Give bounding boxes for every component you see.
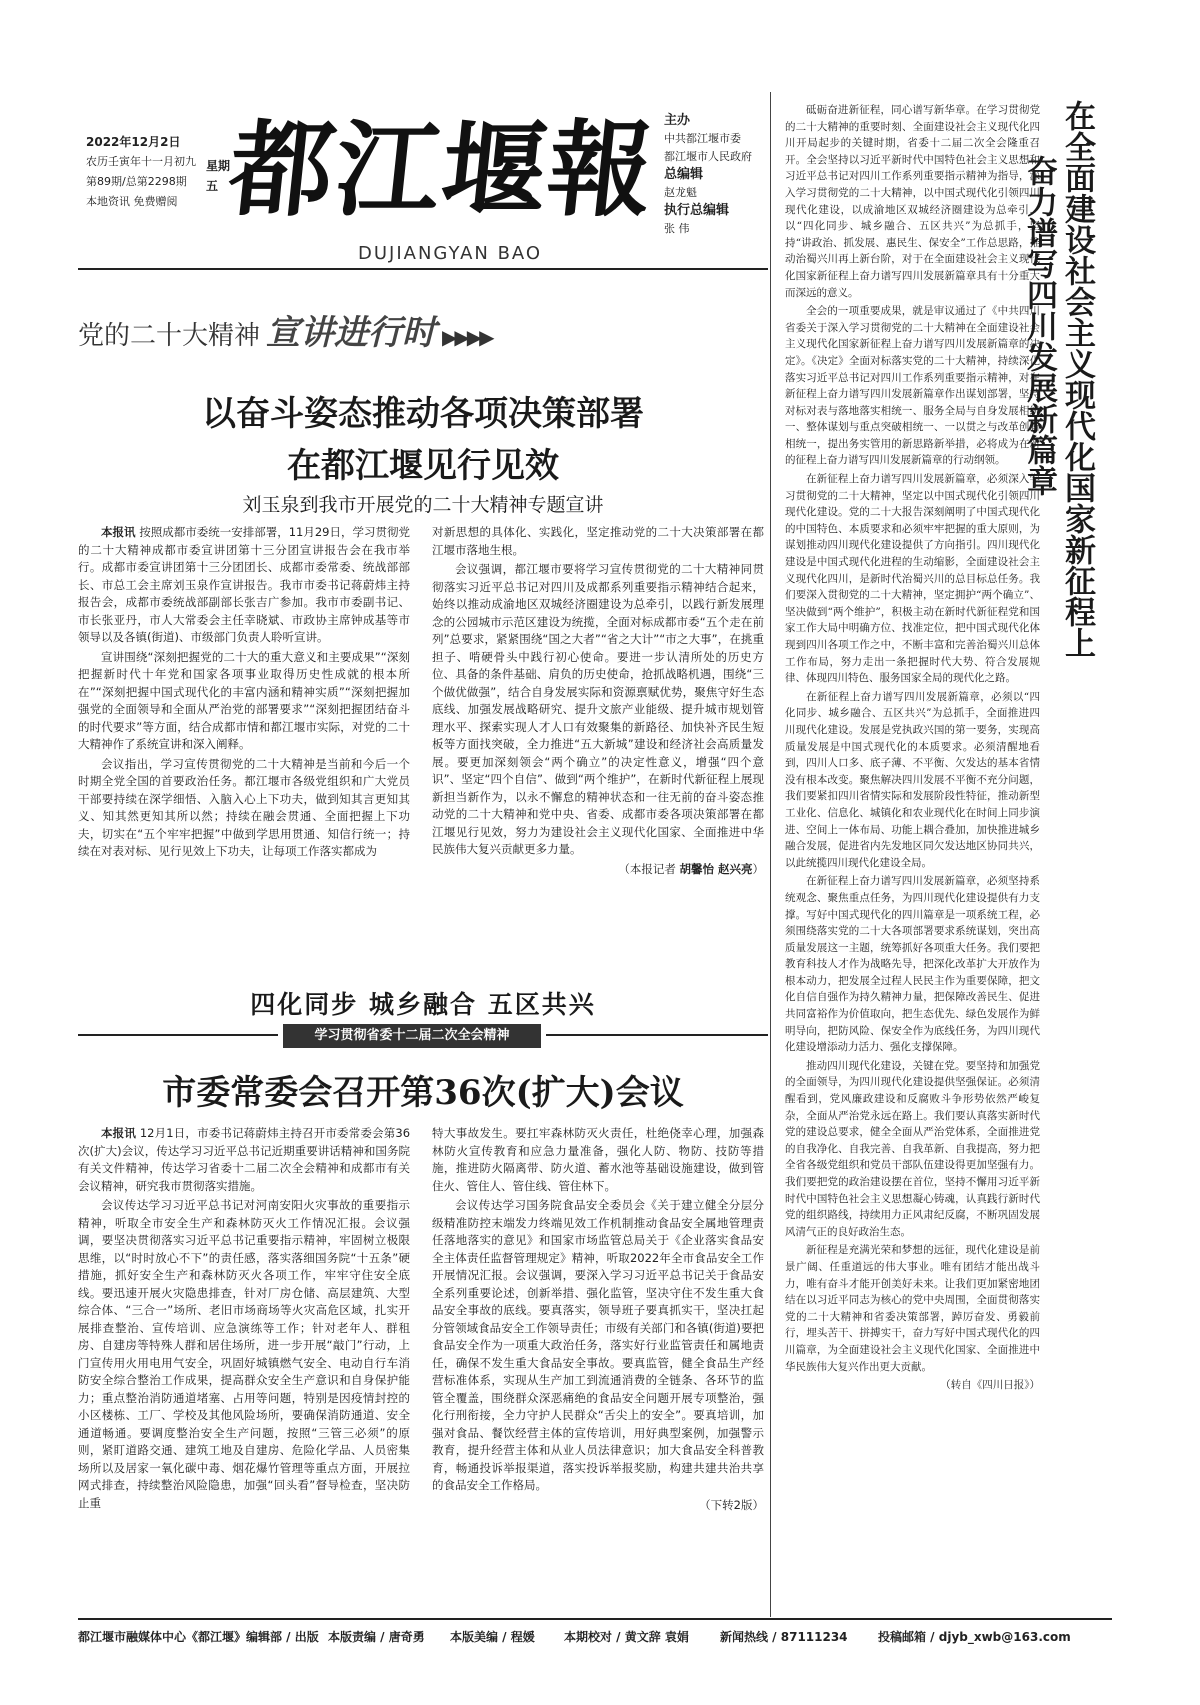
footer-divider [78,1618,1112,1620]
article2-headline: 市委常委会召开第36次(扩大)会议 [162,1073,684,1113]
editorial-paragraph: 在新征程上奋力谱写四川发展新篇章，必须以“四化同步、城乡融合、五区共兴”为总抓手，全面推进四川现代化建设。发展是党执政兴国的第一要务，实现高质量发展是中国式现代化的本质要求。必须清醒地看到，四川人口多、底子薄、不平衡、欠发达的基本省情没有根本改变。聚焦解决四川发展不平衡不充分问题，我们要紧扣四川省情实际和发展阶段性特征，推动新型工业化、信息化、城镇化和农业现代化在时间上同步演进、空间上一体布局、功能上耦合叠加，加快推进城乡融合发展，促进省内先发地区同欠发达地区协同共兴，以此统揽四川现代化建设全局。 [785,690,1040,869]
exec-editor-name: 张 伟 [664,222,690,235]
article2-lead: 本报讯 [101,1126,136,1140]
footer-editor: 本版责编 / 唐奇勇 [328,1630,425,1644]
footer-hotline: 新闻热线 / 87111234 [720,1630,848,1644]
issue-number: 第89期/总第2298期 [86,175,187,188]
issue-weekday: 星期五 [206,159,231,193]
article1-paragraph: 会议指出，学习宣传贯彻党的二十大精神是当前和今后一个时期全党全国的首要政治任务。都江堰市各级党组织和广大党员干部要持续在深学细悟、入脑入心上下功夫，做到知其言更知其义、知其然更知其所以然；持续在融会贯通、全面把握上下功夫，切实在“五个牢牢把握”中做到学思用贯通、知信行统一；持续在对表对标、见行见效上下功夫，让每项工作落实都成为 [78,756,410,858]
section-slogan: 四化同步 城乡融合 五区共兴 [250,990,596,1019]
sponsor-2: 都江堰市人民政府 [664,150,752,163]
footer-designer: 本版美编 / 程媛 [450,1630,535,1644]
article1-paragraph: 对新思想的具体化、实践化，坚定推动党的二十大决策部署在都江堰市落地生根。 [432,525,764,557]
article2-column-1 [78,1125,410,1514]
editorial-paragraph: 砥砺奋进新征程，同心谱写新华章。在学习贯彻党的二十大精神的重要时刻、全面建设社会主义现代化四川开局起步的关键时期，省委十二届二次全会隆重召开。全会坚持以习近平新时代中国特色社会主义思想和习近平总书记对四川工作系列重要指示精神为指导，深入学习贯彻党的二十大精神，以中国式现代化引领四川现代化建设，以成渝地区双城经济圈建设为总牵引，以“四化同步、城乡融合、五区共兴”为总抓手，坚持“讲政治、抓发展、惠民生、保安全”工作总思路，推动治蜀兴川再上新台阶，对于在全面建设社会主义现代化国家新征程上奋力谱写四川发展新篇章具有十分重大而深远的意义。 [785,104,1040,299]
banner-prefix: 党的二十大精神 [78,321,261,351]
article1-byline: （本报记者 胡馨怡 赵兴亮） [618,861,764,876]
lunar-date: 农历壬寅年十一月初九 [86,155,196,168]
article1-title-line1: 以奋斗姿态推动各项决策部署 [202,394,644,434]
chief-editor-label: 总编辑 [664,167,704,182]
article1-column-1 [78,524,410,863]
slogan-rule-right [546,1034,768,1036]
article1-subtitle: 刘玉泉到我市开展党的二十大精神专题宣讲 [242,494,604,516]
article2-paragraph: 会议传达学习国务院食品安全委员会《关于建立健全分层分级精准防控末端发力终端见效工作机制推动食品安全属地管理责任落地落实的意见》和国家市场监管总局关于《企业落实食品安全主体责任监督管理规定》精神，听取2022年全市食品安全工作开展情况汇报。会议强调，要深入学习习近平总书记关于食品安全系列重要论述，创新举措、强化监管，坚决守住不发生重大食品安全事故的底线。要真落实，领导班子要真抓实干，坚决扛起分管领域食品安全工作领导责任；市级有关部门和各镇(街道)要把食品安全作为一项重大政治任务，落实好行业监管责任和属地责任，确保不发生重大食品安全事故。要真监管，健全食品生产经营标准体系，实现从生产加工到流通消费的全链条、各环节的监管全覆盖，围绕群众深恶痛绝的食品安全问题开展专项整治，强化行刑衔接，全力守护人民群众“舌尖上的安全”。要真培训，加强对食品、餐饮经营主体的宣传培训，用好典型案例，加强警示教育，提升经营主体和从业人员法律意识；加大食品安全科普教育，畅通投诉举报渠道，落实投诉举报奖励，构建共建共治共享的食品安全工作格局。 [432,1198,764,1492]
article1-lead: 本报讯 [101,525,136,539]
distribution-note: 本地资讯 免费赠阅 [86,195,178,208]
issue-date: 2022年12月2日 [86,135,181,149]
article1-column-2 [432,524,764,878]
article2-paragraph: 本报讯 12月1日，市委书记蒋蔚炜主持召开市委常委会第36次(扩大)会议，传达学习习近平总书记近期重要讲话精神和国务院有关文件精神，传达学习省委十二届二次全会精神和成都市有关会议精神，研究我市贯彻落实措施。 [78,1126,411,1193]
footer-publisher: 都江堰市融媒体中心《都江堰》编辑部 / 出版 [78,1630,319,1644]
editorial-title-line2: 奋力谱写四川发展新篇章 [1021,155,1057,496]
section-tag: 学习贯彻省委十二届二次全会精神 [283,1024,541,1048]
footer-proofreader: 本期校对 / 黄文辞 袁娟 [564,1630,689,1644]
column-banner [78,305,768,354]
article2-paragraph: 会议传达学习习近平总书记对河南安阳火灾事故的重要指示精神，听取全市安全生产和森林防灭火工作情况汇报。会议强调，要坚决贯彻落实习近平总书记重要指示精神，牢固树立极限思维，以“时时放心不下”的责任感，落实落细国务院“十五条”硬措施，抓好安全生产和森林防灭火各项工作，牢牢守住安全底线。要迅速开展火灾隐患排查，针对厂房仓储、高层建筑、大型综合体、“三合一”场所、老旧市场商场等火灾高危区域，扎实开展排查整治、宣传培训、应急演练等工作；针对老年人、群租房、自建房等特殊人群和居住场所，进一步开展“敲门”行动，上门宣传用火用电用气安全，巩固好城镇燃气安全、电动自行车消防安全综合整治工作成果，提高群众安全生产意识和自身保护能力；重点整治消防通道堵塞、占用等问题，特别是因疫情封控的小区楼栋、工厂、学校及其他风险场所，要确保消防通道、安全通道畅通。要调度整治安全生产问题，按照“三管三必须”的原则，紧盯道路交通、建筑工地及自建房、危险化学品、人员密集场所以及居家一氧化碳中毒、烟花爆竹管理等重点方面，开展拉网式排查，持续整治风险隐患，加强“回头看”督导检查，坚决防止重 [78,1198,410,1510]
masthead-staff [664,112,774,238]
article1-paragraph: 会议强调，都江堰市要将学习宣传贯彻党的二十大精神同贯彻落实习近平总书记对四川及成都系列重要指示精神结合起来，始终以推动成渝地区双城经济圈建设为总牵引，以践行新发展理念的公园城市示范区建设为统揽，全面对标成都市委“五个走在前列”总要求，紧紧围绕“国之大者”“省之大计”“市之大事”，在挑重担子、啃硬骨头中践行初心使命。要进一步认清所处的历史方位、具备的条件基础、肩负的历史使命，抢抓战略机遇，围绕“三个做优做强”，结合自身发展实际和资源禀赋优势，聚焦守好生态底线、加强发展战略研究、提升文旅产业能级、提升城市规划管理水平、探索实现人才人口有效聚集的新路径、加快补齐民生短板等方面找突破，全力推进“五大新城”建设和经济社会高质量发展。要更加深刻领会“两个确立”的决定性意义，增强“四个意识”、坚定“四个自信”、做到“两个维护”，在新时代新征程上展现新担当新作为，以永不懈怠的精神状态和一往无前的奋斗姿态推动党的二十大精神和党中央、省委、成都市委各项决策部署在都江堰见行见效，努力为建设社会主义现代化国家、全面推进中华民族伟大复兴贡献更多力量。 [432,562,764,856]
exec-editor-label: 执行总编辑 [664,203,730,218]
masthead-info [86,132,236,212]
chief-editor-name: 赵龙魁 [664,186,697,199]
editorial-body [785,102,1040,1394]
article1-paragraph: 本报讯 按照成都市委统一安排部署，11月29日，学习贯彻党的二十大精神成都市委宣讲团第十三分团宣讲报告会在我市举行。成都市委宣讲团第十三分团团长、成都市委常委、统战部部长、市总工会主席刘玉泉作宣讲报告。我市市委书记蒋蔚炜主持报告会，成都市委统战部副部长张吉广参加。我市市委副书记、市长张亚丹，市人大常委会主任幸晓斌、市政协主席钟成基等市领导以及各镇(街道)、市级部门负责人聆听宣讲。 [78,525,411,644]
article2-continue-note: （下转2版） [699,1497,764,1512]
sponsor-label: 主办 [664,113,691,128]
article1-headline [78,388,768,492]
editorial-paragraph: 在新征程上奋力谱写四川发展新篇章，必须深入学习贯彻党的二十大精神，坚定以中国式现代化引领四川现代化建设。党的二十大报告深刻阐明了中国式现代化的中国特色、本质要求和必须牢牢把握的重大原则，为谋划推动四川现代化建设提供了方向指引。四川现代化建设是中国式现代化进程的生动缩影，全面建设社会主义现代化四川，是新时代治蜀兴川的总目标总任务。我们要深入贯彻党的二十大精神，坚定拥护“两个确立”、坚决做到“两个维护”，积极主动在新时代新征程党和国家工作大局中明确方位、找准定位，把中国式现代化体现到四川各项工作之中，不断丰富和完善治蜀兴川总体工作布局，努力走出一条把握时代大势、符合发展规律、体现四川特色、服务国家全局的现代化之路。 [785,473,1040,685]
article2-paragraph: 特大事故发生。要扛牢森林防灭火责任，杜绝侥幸心理，加强森林防火宣传教育和应急力量准备，强化人防、物防、技防等措施，推进防火隔离带、防火道、蓄水池等基础设施建设，做到管住火、管住人、管住线、管住林下。 [432,1126,764,1193]
footer-email: 投稿邮箱 / djyb_xwb@163.com [878,1630,1071,1644]
editorial-paragraph: 推动四川现代化建设，关键在党。要坚持和加强党的全面领导，为四川现代化建设提供坚强保证。必须清醒看到，党风廉政建设和反腐败斗争形势依然严峻复杂，全面从严治党永远在路上。我们要认真落实新时代党的建设总要求，健全全面从严治党体系，全面推进党的自我净化、自我完善、自我革新、自我提高，努力把全省各级党组织和党员干部队伍建设得更加坚强有力。我们要把党的政治建设摆在首位，坚持不懈用习近平新时代中国特色社会主义思想凝心铸魂，认真践行新时代党的组织路线，持续用力正风肃纪反腐，不断巩固发展风清气正的良好政治生态。 [785,1059,1040,1238]
editorial-title-line1: 在全面建设社会主义现代化国家新征程上 [1059,100,1095,658]
masthead-divider [78,268,768,270]
sponsor-1: 中共都江堰市委 [664,132,741,145]
article1-title-line2: 在都江堰见行见效 [287,446,559,486]
slogan-rule-left [78,1034,278,1036]
logo-pinyin: DUJIANGYAN BAO [358,243,543,264]
logo-text: 都江堰報 [223,108,661,231]
editorial-paragraph: 全会的一项重要成果，就是审议通过了《中共四川省委关于深入学习贯彻党的二十大精神在全面建设社会主义现代化国家新征程上奋力谱写四川发展新篇章的决定》。《决定》全面对标落实党的二十大精神，持续深化落实习近平总书记对四川工作系列重要指示精神，对在新征程上奋力谱写四川发展新篇章作出谋划部署，坚持对标对表与落地落实相统一、服务全局与自身发展相统一、整体谋划与重点突破相统一、一以贯之与改革创新相统一，提出务实管用的新思路新举措，必将成为在新的征程上奋力谱写四川发展新篇章的行动纲领。 [785,305,1040,467]
banner-stylized: 宣讲进行时 [266,313,437,353]
article2-column-2 [432,1125,764,1514]
editorial-paragraph: 在新征程上奋力谱写四川发展新篇章，必须坚持系统观念、聚焦重点任务，为四川现代化建设提供有力支撑。写好中国式现代化的四川篇章是一项系统工程，必须围绕落实党的二十大各项部署要求系统谋划，突出高质量发展这一主题，统筹抓好各项重大任务。我们要把教育科技人才作为战略先导，把深化改革扩大开放作为根本动力，把发展全过程人民民主作为重要保障，把文化自信自强作为持久精神力量，把保障改善民生、促进共同富裕作为价值取向，把生态优先、绿色发展作为鲜明导向，把防风险、保安全作为底线任务，为四川现代化建设增添动力活力、强化支撑保障。 [785,875,1040,1054]
editorial-source: （转自《四川日报》） [940,1379,1040,1392]
banner-arrows-icon: ▶▶▶▶ [442,325,492,349]
editorial-paragraph: 新征程是充满光荣和梦想的远征，现代化建设是前景广阔、任重道远的伟大事业。唯有团结才能出战斗力，唯有奋斗才能开创美好未来。让我们更加紧密地团结在以习近平同志为核心的党中央周围，全面贯彻落实党的二十大精神和省委决策部署，踔厉奋发、勇毅前行，埋头苦干、拼搏实干，奋力写好中国式现代化的四川篇章，为全面建设社会主义现代化国家、全面推进中华民族伟大复兴作出更大贡献。 [785,1244,1040,1373]
article1-paragraph: 宣讲围绕“深刻把握党的二十大的重大意义和主要成果”“深刻把握新时代十年党和国家各项事业取得历史性成就的根本所在”“深刻把握中国式现代化的丰富内涵和精神实质”“深刻把握加强党的全面领导和全面从严治党的部署要求”“深刻把握团结奋斗的时代要求”等方面，结合成都市情和都江堰市实际，对党的二十大精神作了系统宣讲和深入阐释。 [78,649,410,751]
newspaper-logo [223,85,661,275]
